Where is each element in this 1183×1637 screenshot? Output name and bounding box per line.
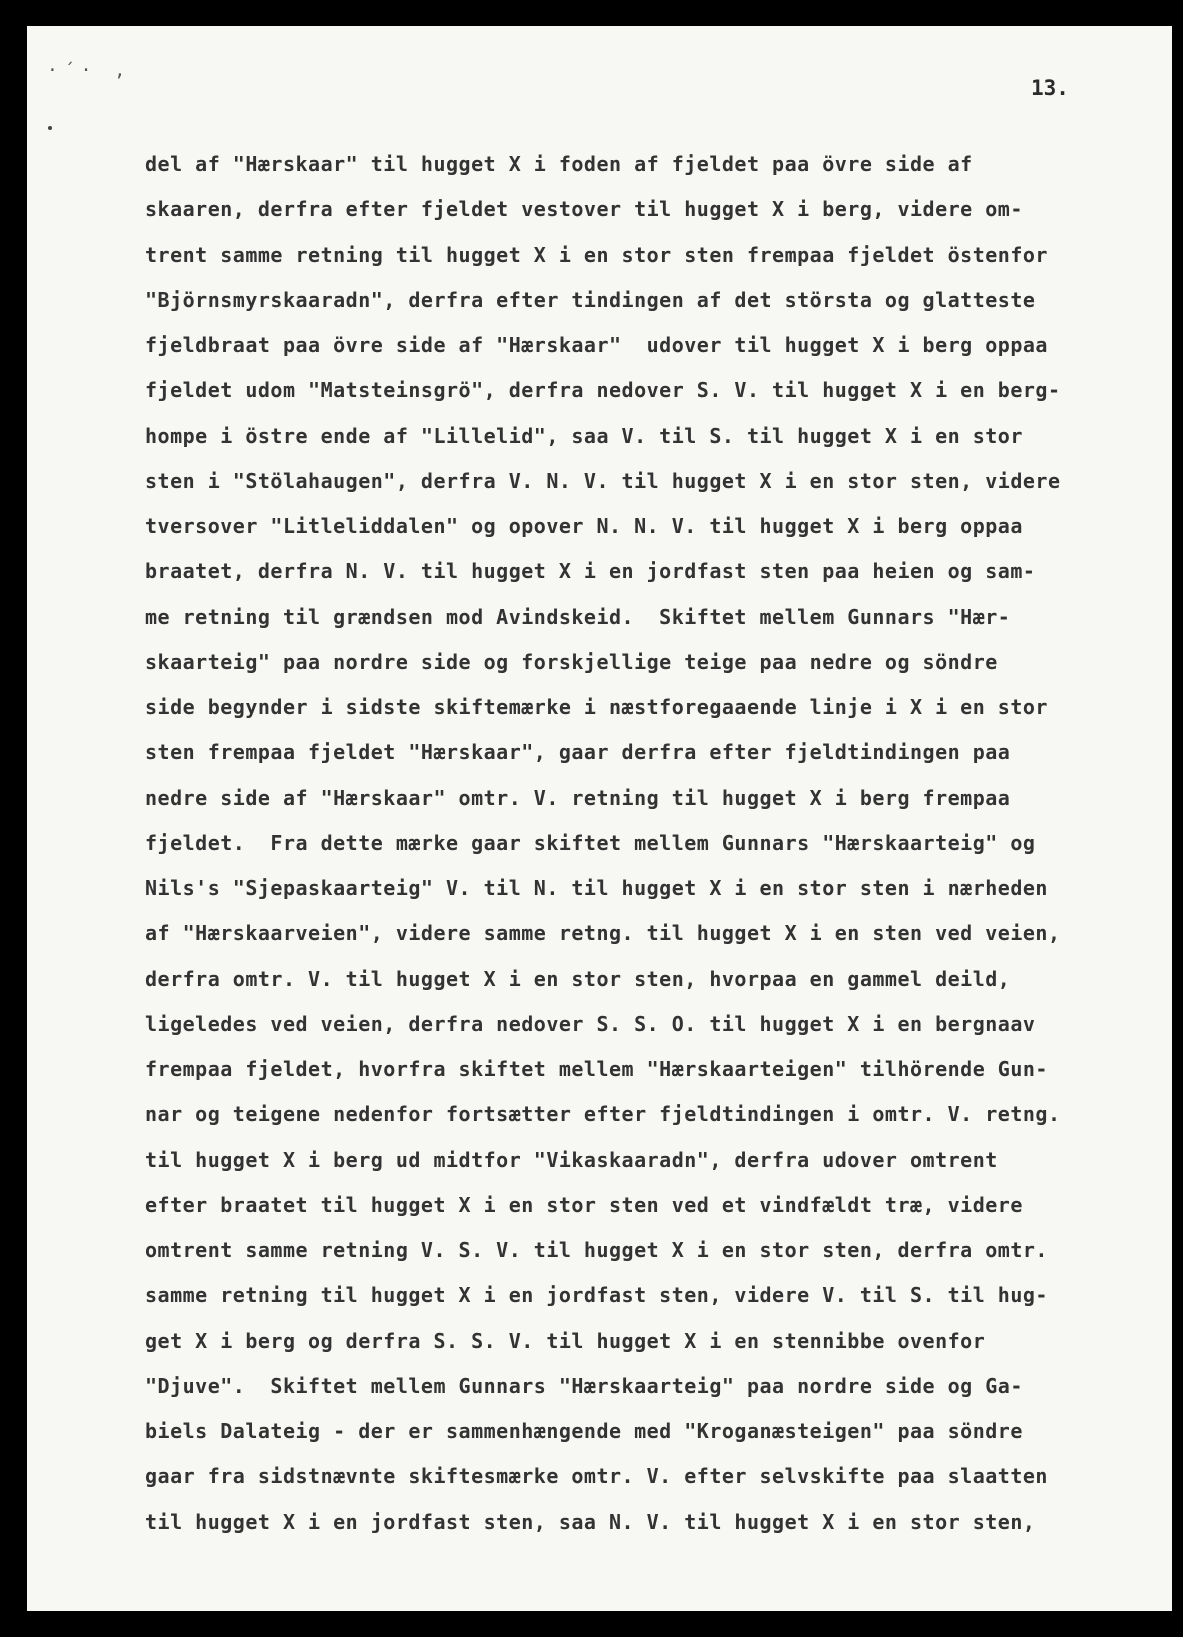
text-line: "Djuve". Skiftet mellem Gunnars "Hærskaarteig" paa nordre side og Ga- (145, 1373, 1023, 1398)
text-line: braatet, derfra N. V. til hugget X i en jordfast sten paa heien og sam- (145, 559, 1036, 584)
text-line: omtrent samme retning V. S. V. til hugget X i en stor sten, derfra omtr. (145, 1238, 1048, 1262)
paper-speck-dot (48, 126, 52, 130)
text-line: sten frempaa fjeldet "Hærskaar", gaar derfra efter fjeldtindingen paa (145, 740, 1011, 765)
text-line: me retning til grændsen mod Avindskeid. Skiftet mellem Gunnars "Hær- (145, 604, 1011, 629)
text-line: fjeldet udom "Matsteinsgrö", derfra nedover S. V. til hugget X i en berg- (145, 378, 1061, 403)
text-line: samme retning til hugget X i en jordfast sten, videre V. til S. til hug- (145, 1283, 1048, 1308)
text-line: gaar fra sidstnævnte skiftesmærke omtr. V. efter selvskifte paa slaatten (145, 1464, 1048, 1489)
text-line: hompe i östre ende af "Lillelid", saa V. til S. til hugget X i en stor (145, 423, 1023, 448)
text-line: del af "Hærskaar" til hugget X i foden af fjeldet paa övre side af (145, 152, 973, 176)
text-line: skaaren, derfra efter fjeldet vestover til hugget X i berg, videre om- (145, 197, 1023, 222)
text-line: ligeledes ved veien, derfra nedover S. S. O. til hugget X i en bergnaav (145, 1011, 1036, 1036)
paper-specks: ·´· , (47, 60, 132, 81)
text-line: efter braatet til hugget X i en stor sten ved et vindfældt træ, videre (145, 1192, 1023, 1217)
text-line: af "Hærskaarveien", videre samme retng. til hugget X i en sten ved veien, (145, 921, 1061, 946)
text-line: Nils's "Sjepaskaarteig" V. til N. til hugget X i en stor sten i nærheden (145, 876, 1048, 900)
text-line: nar og teigene nedenfor fortsætter efter fjeldtindingen i omtr. V. retng. (145, 1102, 1061, 1127)
text-line: fjeldbraat paa övre side af "Hærskaar" udover til hugget X i berg oppaa (145, 333, 1048, 357)
text-line: sten i "Stölahaugen", derfra V. N. V. til hugget X i en stor sten, videre (145, 468, 1061, 493)
text-line: derfra omtr. V. til hugget X i en stor sten, hvorpaa en gammel deild, (145, 966, 1011, 991)
text-line: trent samme retning til hugget X i en stor sten frempaa fjeldet östenfor (145, 242, 1048, 267)
body-text (145, 142, 1125, 1545)
text-line: til hugget X i berg ud midtfor "Vikaskaaradn", derfra udover omtrent (145, 1147, 998, 1172)
text-line: frempaa fjeldet, hvorfra skiftet mellem "Hærskaarteigen" tilhörende Gun- (145, 1057, 1048, 1081)
text-line: fjeldet. Fra dette mærke gaar skiftet mellem Gunnars "Hærskaarteig" og (145, 830, 1036, 855)
text-line: side begynder i sidste skiftemærke i næstforegaaende linje i X i en stor (145, 695, 1048, 719)
page-number: 13. (1031, 76, 1069, 100)
text-line: "Björnsmyrskaaradn", derfra efter tindingen af det största og glatteste (145, 287, 1036, 312)
text-line: skaarteig" paa nordre side og forskjellige teige paa nedre og söndre (145, 649, 998, 674)
text-line: til hugget X i en jordfast sten, saa N. V. til hugget X i en stor sten, (145, 1509, 1036, 1534)
text-line: get X i berg og derfra S. S. V. til hugget X i en stennibbe ovenfor (145, 1328, 986, 1353)
text-line: biels Dalateig - der er sammenhængende med "Kroganæsteigen" paa söndre (145, 1419, 1023, 1443)
text-line: nedre side af "Hærskaar" omtr. V. retning til hugget X i berg frempaa (145, 785, 1011, 810)
text-line: tversover "Litleliddalen" og opover N. N. V. til hugget X i berg oppaa (145, 514, 1023, 538)
document-page (27, 26, 1172, 1611)
